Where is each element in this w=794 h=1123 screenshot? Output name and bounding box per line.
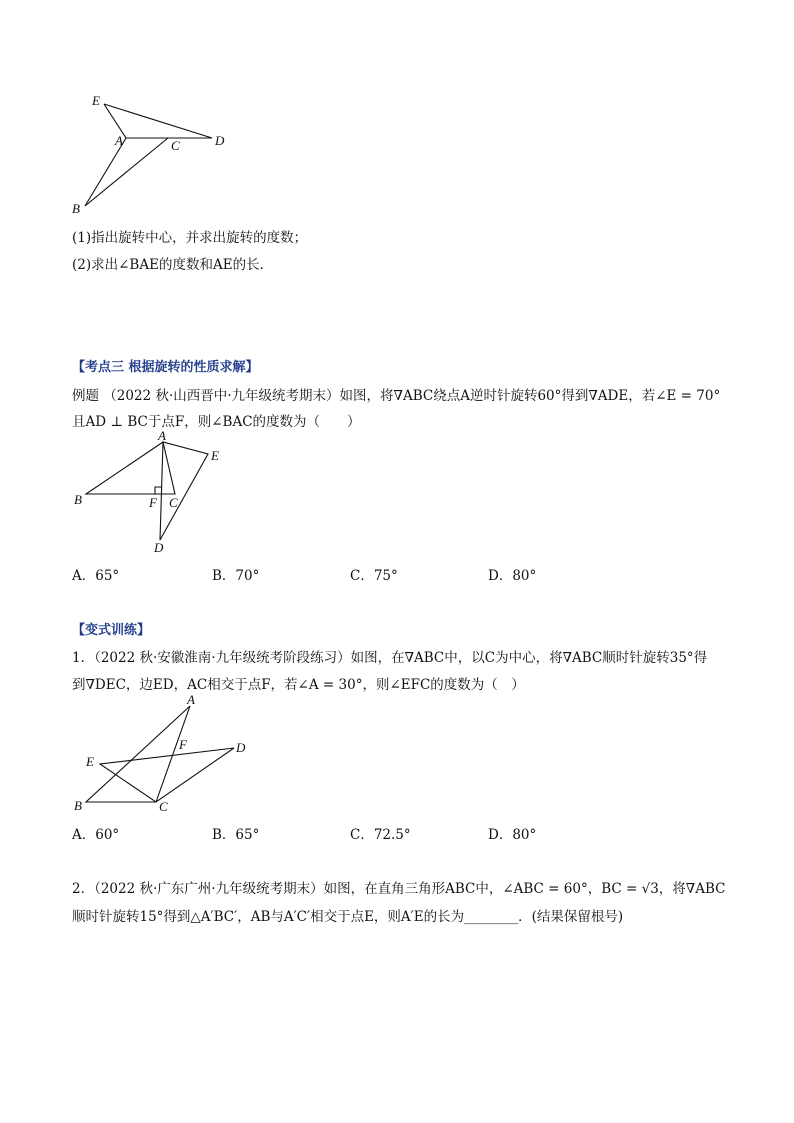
q2-line2: 顺时针旋转15°得到△A′BC′，AB与A′C′相交于点E，则A′E的长为________．(结果保留根号) [72,909,624,925]
example-label-f: F [149,495,157,510]
q1-label-d: D [236,740,246,755]
q1-label-e: E [86,754,94,769]
q1-triangle-abc [86,706,190,802]
figure1-label-b: B [72,201,80,216]
q1-choice-a: A．60° [72,827,120,843]
example-line1: 例题 （2022 秋·山西晋中·九年级统考期末）如图，将∇ABC绕点A逆时针旋转60°得到∇ADE，若∠E = 70° [72,388,721,404]
q1-choice-d: D．80° [488,827,537,843]
example-triangle-ade [160,442,208,540]
section-heading-practice: 【变式训练】 [72,623,151,638]
figure1-edge-e-a-b [85,104,126,206]
q1-label-a: A [187,694,195,707]
example-label-a: A [158,430,166,443]
q1-label-c: C [159,799,168,814]
example-label-e: E [211,448,219,463]
figure-q1-triangles [66,694,266,814]
prev-question-part1: (1)指出旋转中心，并求出旋转的度数； [72,230,308,246]
example-choice-a: A．65° [72,568,120,584]
q1-label-b: B [74,798,82,813]
figure1-label-c: C [171,138,180,153]
q2-line1: 2．（2022 秋·广东广州·九年级统考期末）如图，在直角三角形ABC中，∠ABC = 60°，BC = √3，将∇ABC [72,881,726,897]
example-label-b: B [74,492,82,507]
prev-question-part2: (2)求出∠BAE的度数和AE的长． [72,257,274,273]
example-choice-d: D．80° [488,568,537,584]
example-choice-c: C．75° [350,568,398,584]
figure1-label-d: D [215,133,225,148]
example-choice-b: B．70° [212,568,260,584]
q1-choice-b: B．65° [212,827,260,843]
q1-line2: 到∇DEC，边ED，AC相交于点F，若∠A = 30°，则∠EFC的度数为（ ） [72,677,525,693]
q1-line1: 1．（2022 秋·安徽淮南·九年级统考阶段练习）如图，在∇ABC中，以C为中心，将∇ABC顺时针旋转35°得 [72,650,708,666]
figure1-edge-b-c [85,138,168,206]
figure1-label-a: A [115,133,123,148]
example-label-d: D [154,540,164,555]
figure-example-triangles [66,430,236,558]
section-heading-point3: 【考点三 根据旋转的性质求解】 [72,360,259,375]
q1-triangle-dec [100,748,234,802]
q1-choice-c: C．72.5° [350,827,411,843]
figure1-label-e: E [92,93,100,108]
q1-label-f: F [179,737,187,752]
example-label-c: C [169,495,178,510]
example-line2: 且AD ⊥ BC于点F，则∠BAC的度数为（ ） [72,414,361,430]
figure-rotation-quadrilateral [60,90,250,220]
